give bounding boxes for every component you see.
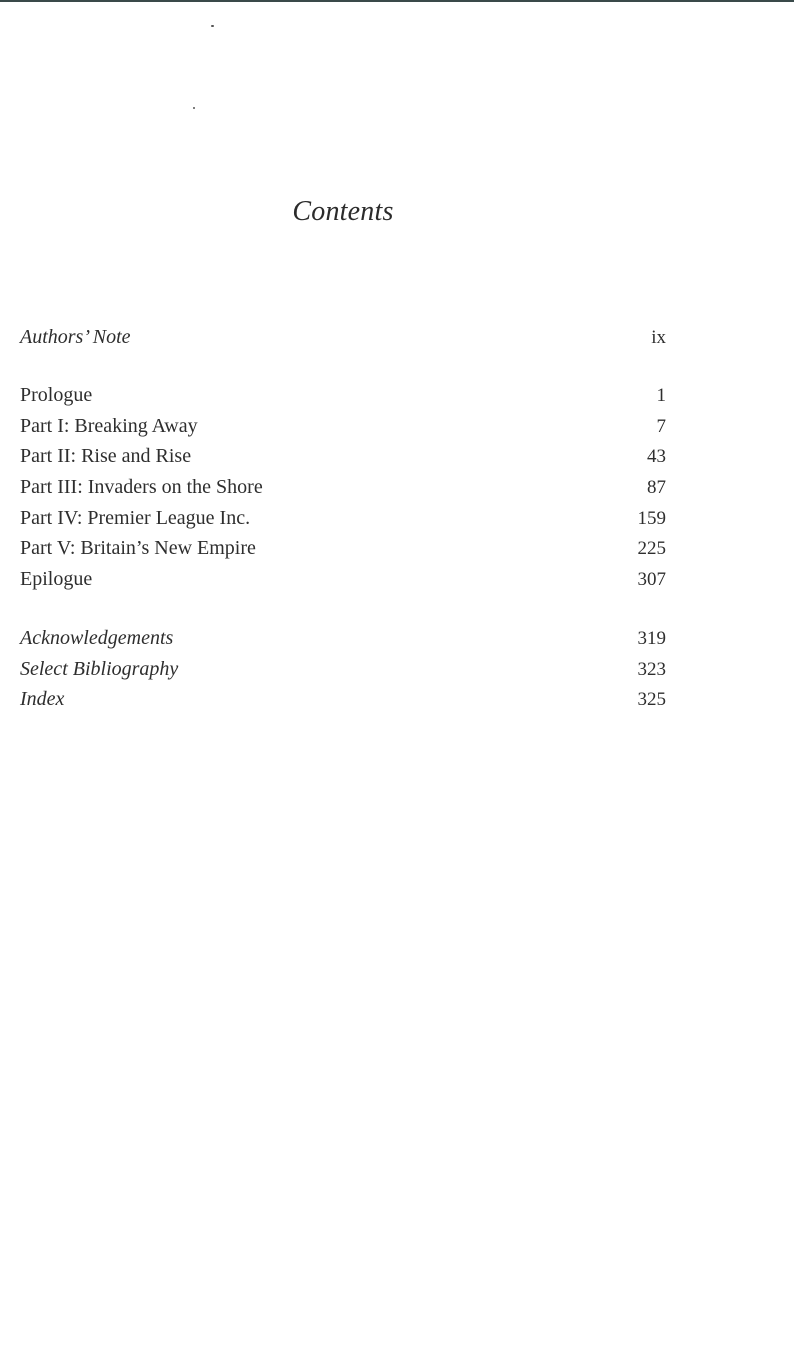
toc-entry-label: Part V: Britain’s New Empire: [20, 537, 256, 560]
toc-entry[interactable]: [20, 380, 666, 411]
toc-entry-label: Acknowledgements: [20, 627, 174, 649]
toc-entry-page: 319: [637, 628, 666, 649]
toc-entry-page: 87: [647, 477, 666, 499]
toc-entry-label: Index: [20, 688, 65, 711]
toc-entry-label: Select Bibliography: [20, 657, 179, 680]
toc-entry-page: 225: [637, 538, 666, 560]
toc-entry-label: Part III: Invaders on the Shore: [20, 476, 263, 499]
toc-entry-page: ix: [651, 327, 666, 348]
toc-entry-page: 325: [637, 689, 666, 711]
toc-entry-label: Part IV: Premier League Inc.: [20, 506, 251, 529]
toc-entry-page: 323: [637, 658, 666, 680]
scan-speck: [211, 25, 214, 27]
toc-entry[interactable]: [20, 472, 666, 503]
top-edge-rule: [0, 0, 794, 2]
toc-back-matter: [20, 623, 666, 715]
toc-entry[interactable]: [20, 533, 666, 564]
toc-entry[interactable]: [20, 441, 666, 472]
toc-entry-label: Epilogue: [20, 568, 93, 591]
toc-entry-label: Authors’ Note: [20, 326, 131, 348]
toc-entry[interactable]: [20, 623, 666, 654]
toc-entry-page: 159: [637, 507, 666, 529]
toc-entry-page: 7: [656, 415, 666, 437]
toc-entry-page: 43: [647, 446, 666, 468]
toc-entry-page: 1: [656, 385, 666, 406]
toc-entry[interactable]: [20, 503, 666, 534]
toc-entry-label: Prologue: [20, 384, 93, 406]
scan-speck: [193, 107, 195, 109]
toc-entry-page: 307: [637, 569, 666, 591]
toc-entry[interactable]: [20, 684, 666, 715]
toc-entry[interactable]: [20, 654, 666, 685]
toc-entry[interactable]: [20, 411, 666, 442]
toc-main-sections: [20, 380, 666, 595]
toc-entry-label: Part II: Rise and Rise: [20, 445, 192, 468]
toc-entry-label: Part I: Breaking Away: [20, 414, 198, 437]
toc-entry[interactable]: [20, 564, 666, 595]
page-title: Contents: [292, 196, 394, 227]
toc-entry[interactable]: [20, 322, 666, 353]
toc-front-matter: [20, 322, 666, 353]
